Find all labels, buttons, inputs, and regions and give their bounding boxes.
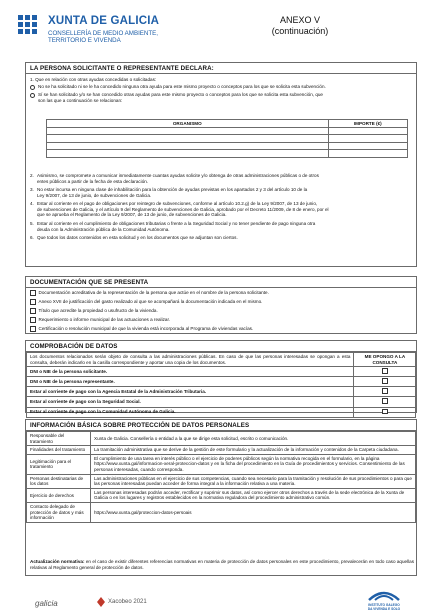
checkbox[interactable] — [30, 299, 36, 305]
row-value: La tramitación administrativa que se derive de la gestión de este formulario y la actualización de la información y contenidos de la Carpeta ciudadana. — [91, 446, 416, 455]
document-item[interactable]: Documentación acreditativa de la representación de la persona que actúe en el nombre de la persona solicitante. — [30, 290, 269, 296]
radio-button[interactable] — [30, 85, 35, 90]
declaration-section — [25, 62, 417, 267]
section-title: LA PERSONA SOLICITANTE O REPRESENTANTE DECLARA: — [26, 63, 416, 74]
declaration-item: 2. Asimismo, se compromete a comunicar inmediatamente cuantas ayudas solicite y/o obtenga de otras administraciones públicas o de otros entes públicos a partir de la fecha de esta declaración. — [30, 173, 319, 184]
radio-button[interactable] — [30, 93, 35, 98]
row-label: Personas destinatarias de los datos — [27, 474, 91, 488]
institute-logo-text: INSTITUTO GALEGO DA VIVENDA E SOLO — [367, 603, 401, 611]
department-name: CONSELLERÍA DE MEDIO AMBIENTE, TERRITORIO E VIVENDA — [48, 30, 159, 45]
row-label: Legitimación para el tratamiento — [27, 454, 91, 474]
column-header-organism: ORGANISMO — [47, 120, 329, 128]
regulatory-update-note: Actualización normativa: en el caso de existir diferentes referencias normativas en materia de protección de datos personales en este procedimiento, prevalecerán en todo caso aquellas relativas al Reglamento general de protección de datos. — [30, 559, 414, 570]
documentation-section — [25, 276, 417, 334]
column-header-amount: IMPORTE (€) — [328, 120, 407, 128]
data-protection-section — [25, 419, 417, 576]
checkbox[interactable] — [30, 317, 36, 323]
row-label: Ejercicio de derechos — [27, 488, 91, 502]
table-row — [27, 432, 416, 446]
organism-cell[interactable] — [47, 150, 329, 158]
logo-name: XUNTA DE GALICIA — [48, 15, 160, 27]
row-value[interactable] — [91, 502, 416, 522]
section-title: COMPROBACIÓN DE DATOS — [26, 341, 416, 352]
document-item[interactable]: Anexo XVII de justificación del gasto realizado al que se acompañará la documentación indicada en el mismo. — [30, 299, 262, 305]
data-protection-table — [26, 431, 416, 523]
row-label: Finalidades del tratamiento — [27, 446, 91, 455]
table-row — [27, 454, 416, 474]
annex-heading — [240, 15, 360, 37]
organism-cell[interactable] — [47, 127, 329, 135]
row-value: Las personas interesadas podrán acceder, rectificar y suprimir sus datos, así como ejercer otros derechos a través de la sede electrónica de la Xunta de Galicia o en los lugares y registros establecidos en la normativa reguladora del procedimiento administrativo común. — [91, 488, 416, 502]
institute-icon — [367, 588, 401, 602]
table-row — [47, 135, 408, 143]
table-row — [47, 127, 408, 135]
privacy-link[interactable]: https://www.xunta.gal/proteccion-datos-persoais — [94, 509, 192, 515]
table-row — [27, 502, 416, 522]
table-row — [47, 142, 408, 150]
question-other-aids: 1. Que en relación con otras ayudas concedidas o solicitadas: — [30, 77, 157, 82]
oppose-checkbox[interactable] — [382, 388, 388, 394]
organism-cell[interactable] — [47, 142, 329, 150]
oppose-checkbox[interactable] — [382, 368, 388, 374]
declaration-item: 3. No estar incursa en ninguna clase de inhabilitación para la obtención de ayudas previstas en los apartados 2 y 3 del artículo 10 de la Ley 9/2007, de 13 de junio, de subvenciones de Galicia. — [30, 187, 308, 198]
table-row — [27, 474, 416, 488]
verification-label: Estar al corriente de pago con la Comunidad Autónoma de Galicia. — [27, 407, 354, 417]
table-row — [27, 446, 416, 455]
table-row — [27, 407, 416, 417]
organism-cell[interactable] — [47, 135, 329, 143]
document-item[interactable]: Título que acredite la propiedad o usufructo de la vivienda. — [30, 308, 158, 314]
annex-subtitle: (continuación) — [271, 26, 329, 36]
table-row — [27, 488, 416, 502]
checkbox[interactable] — [30, 290, 36, 296]
xunta-logo — [17, 14, 227, 56]
verification-label: Estar al corriente de pago con la Seguridad Social. — [27, 397, 354, 407]
xacobeo-logo-text: Xacobeo 2021 — [108, 599, 147, 605]
oppose-checkbox[interactable] — [382, 378, 388, 384]
declaration-item: 6. Que todos los datos contenidos en esta solicitud y en los documentos que se adjuntan son ciertos. — [30, 235, 238, 240]
amount-cell[interactable] — [328, 150, 407, 158]
xunta-emblem-icon — [17, 14, 43, 40]
verification-label: DNI o NIE de la persona representante. — [27, 377, 354, 387]
table-row — [47, 150, 408, 158]
amount-cell[interactable] — [328, 135, 407, 143]
table-row — [27, 377, 416, 387]
table-row — [27, 367, 416, 377]
oppose-checkbox[interactable] — [382, 398, 388, 404]
xacobeo-icon — [96, 596, 106, 608]
document-item[interactable]: Certificación o resolución municipal de que la vivienda está incorporada al Programa de viviendas vacías. — [30, 326, 253, 332]
galicia-logo: galicia — [35, 599, 58, 608]
verification-section — [25, 340, 417, 413]
row-value: Xunta de Galicia. Consellería o entidad a la que se dirige esta solicitud, escrito o comunicación. — [91, 432, 416, 446]
oppose-checkbox[interactable] — [382, 409, 388, 415]
table-row — [27, 387, 416, 397]
document-item[interactable]: Requerimiento o informe municipal de las actuaciones a realizar. — [30, 317, 170, 323]
annex-title: ANEXO V — [279, 15, 320, 25]
verification-intro: Los documentos relacionados serán objeto de consulta a las administraciones públicas. En caso de que las personas interesadas se opongan a esta consulta, deberán indicarlo en la casilla correspondiente y aportar una copia de los documentos. — [27, 353, 354, 367]
option-other-aids[interactable]: Sí se han solicitado y/o se han concedido otras ayudas para este mismo proyecto o conceptos para los que se solicita esta subvención, que son las que a continuación se relacionan: — [30, 92, 323, 103]
verification-table — [26, 352, 416, 418]
section-title: DOCUMENTACIÓN QUE SE PRESENTA — [26, 277, 416, 288]
option-no-other-aids[interactable]: No se ha solicitado ni se le ha concedido ninguna otra ayuda para este mismo proyecto o conceptos para los que se solicita esta subvención. — [30, 84, 326, 90]
verification-label: Estar al corriente de pago con la Agencia Estatal de la Administración Tributaria. — [27, 387, 354, 397]
verification-label: DNI o NIE de la persona solicitante. — [27, 367, 354, 377]
declaration-item: 4. Estar al corriente en el pago de obligaciones por reintegro de subvenciones, conforme al artículo 10.2.g) de la Ley 9/2007, de 13 de junio, de subvenciones de Galicia, y el artículo 9 del Reglamento de subvenciones de Galicia, aprobado por el Decreto 11/2009, de 8 de enero, por el que se aprueba el Reglamento de la Ley 9/2007, de 13 de junio, de subvenciones de Galicia. — [30, 201, 329, 218]
row-value: El cumplimiento de una tarea en interés público o el ejercicio de poderes públicos según la normativa recogida en el formulario, en la página https://www.xunta.gal/informacion-xeral-proteccion-datos y en la ficha del procedimiento en la Guía de procedimientos y servicios. Consentimiento de las personas interesadas, cuando corresponda. — [91, 454, 416, 474]
checkbox[interactable] — [30, 326, 36, 332]
table-row — [27, 397, 416, 407]
checkbox[interactable] — [30, 308, 36, 314]
section-title: INFORMACIÓN BÁSICA SOBRE PROTECCIÓN DE DATOS PERSONALES — [26, 420, 416, 431]
other-aids-table — [46, 119, 408, 158]
row-value: Las administraciones públicas en el ejercicio de sus competencias, cuando sea necesario para la tramitación y resolución de sus procedimientos o para que las personas interesadas puedan acceder de forma integral a la información relativa a una materia. — [91, 474, 416, 488]
declaration-item: 5. Estar al corriente en el cumplimiento de obligaciones tributarias o frente a la Seguridad Social y no tener pendiente de pago ninguna otra deuda con la Administración pública de la Comunidad Autónoma. — [30, 221, 316, 232]
oppose-column-header: ME OPONGO A LA CONSULTA — [354, 353, 416, 367]
row-label: Contacto delegado de protección de datos y más información — [27, 502, 91, 522]
amount-cell[interactable] — [328, 142, 407, 150]
row-label: Responsable del tratamiento — [27, 432, 91, 446]
amount-cell[interactable] — [328, 127, 407, 135]
